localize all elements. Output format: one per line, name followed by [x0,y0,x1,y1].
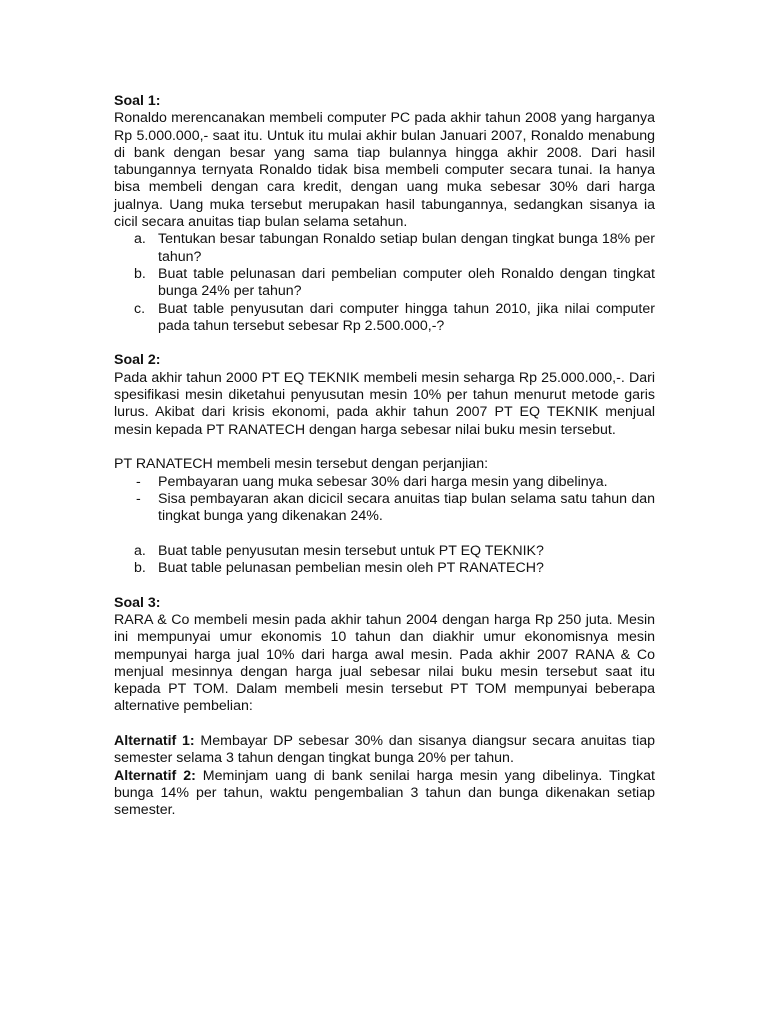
soal-2-terms-list [114,474,655,526]
question-text: Buat table penyusutan dari computer hingga tahun 2010, jika nilai computer pada tahun tersebut sebesar Rp 2.500.000,-? [158,300,655,334]
list-marker: - [136,490,141,507]
list-marker: a. [134,542,146,559]
spacer [114,439,655,456]
term-text: Sisa pembayaran akan dicicil secara anuitas tiap bulan selama satu tahun dan tingkat bunga yang dikenakan 24%. [158,490,655,525]
soal-1-paragraph: Ronaldo merencanakan membeli computer PC pada akhir tahun 2008 yang harganya Rp 5.000.000,- saat itu. Untuk itu mulai akhir bulan Januari 2007, Ronaldo menabung di bank dengan besar yang sama tiap bulannya hingga akhir 2008. Dari hasil tabungannya ternyata Ronaldo tidak bisa membeli computer secara tunai. Ia hanya bisa membeli dengan cara kredit, dengan uang muka sebesar 30% dari harga jualnya. Uang muka tersebut merupakan hasil tabungannya, sedangkan sisanya ia cicil secara anuitas tiap bulan selama setahun. [114,110,655,231]
soal-3-paragraph: RARA & Co membeli mesin pada akhir tahun 2004 dengan harga Rp 250 juta. Mesin ini mempunyai umur ekonomis 10 tahun dan diakhir umur ekonomisnya mesin mempunyai harga jual 10% dari harga awal mesin. Pada akhir 2007 RANA & Co menjual mesinnya dengan harga jual sebesar nilai buku mesin tersebut saat itu kepada PT TOM. Dalam membeli mesin tersebut PT TOM mempunyai beberapa alternative pembelian: [114,611,655,715]
soal-2-paragraph-1: Pada akhir tahun 2000 PT EQ TEKNIK membeli mesin seharga Rp 25.000.000,-. Dari spesifikasi mesin diketahui penyusutan mesin 10% per tahun menurut metode garis lurus. Akibat dari krisis ekonomi, pada akhir tahun 2007 PT EQ TEKNIK menjual mesin kepada PT RANATECH dengan harga sebesar nilai buku mesin tersebut. [114,369,655,438]
soal-1-question-list [114,231,655,335]
list-marker: a. [134,231,146,248]
soal-2-paragraph-2: PT RANATECH membeli mesin tersebut dengan perjanjian: [114,456,489,473]
alternative-2-label: Alternatif 2: [114,767,196,784]
list-marker: - [136,473,141,490]
soal-2-term-2 [114,491,655,526]
soal-1-question-b [114,266,655,301]
question-text: Buat table pelunasan pembelian mesin oleh PT RANATECH? [158,560,544,577]
soal-3-alternative-1 [114,733,655,768]
soal-3-heading: Soal 3: [114,594,161,611]
list-marker: b. [134,265,146,282]
soal-2-heading: Soal 2: [114,352,161,369]
term-text: Pembayaran uang muka sebesar 30% dari harga mesin yang dibelinya. [158,473,608,490]
soal-1-question-c [114,301,655,336]
soal-2-question-b [114,560,655,577]
spacer [114,716,655,733]
alternative-2-text: Meminjam uang di bank senilai harga mesin yang dibelinya. Tingkat bunga 14% per tahun, waktu pengembalian 3 tahun dan bunga dikenakan setiap semester. [114,767,655,819]
spacer [114,525,655,542]
soal-1-heading: Soal 1: [114,93,161,109]
alternative-1-label: Alternatif 1: [114,732,195,749]
spacer [114,577,655,594]
soal-2-question-list [114,543,655,578]
document-body [114,93,655,819]
soal-2-question-a [114,543,655,560]
list-marker: c. [134,300,146,317]
soal-3-alternative-2 [114,768,655,820]
question-text: Tentukan besar tabungan Ronaldo setiap bulan dengan tingkat bunga 18% per tahun? [158,231,655,265]
alternative-1-text: Membayar DP sebesar 30% dan sisanya diangsur secara anuitas tiap semester selama 3 tahun dengan tingkat bunga 20% per tahun. [114,732,655,767]
question-text: Buat table penyusutan mesin tersebut untuk PT EQ TEKNIK? [158,542,544,559]
list-marker: b. [134,560,146,577]
spacer [114,335,655,352]
question-text: Buat table pelunasan dari pembelian computer oleh Ronaldo dengan tingkat bunga 24% per tahun? [158,265,655,300]
soal-2-term-1 [114,474,655,491]
soal-1-question-a [114,231,655,266]
